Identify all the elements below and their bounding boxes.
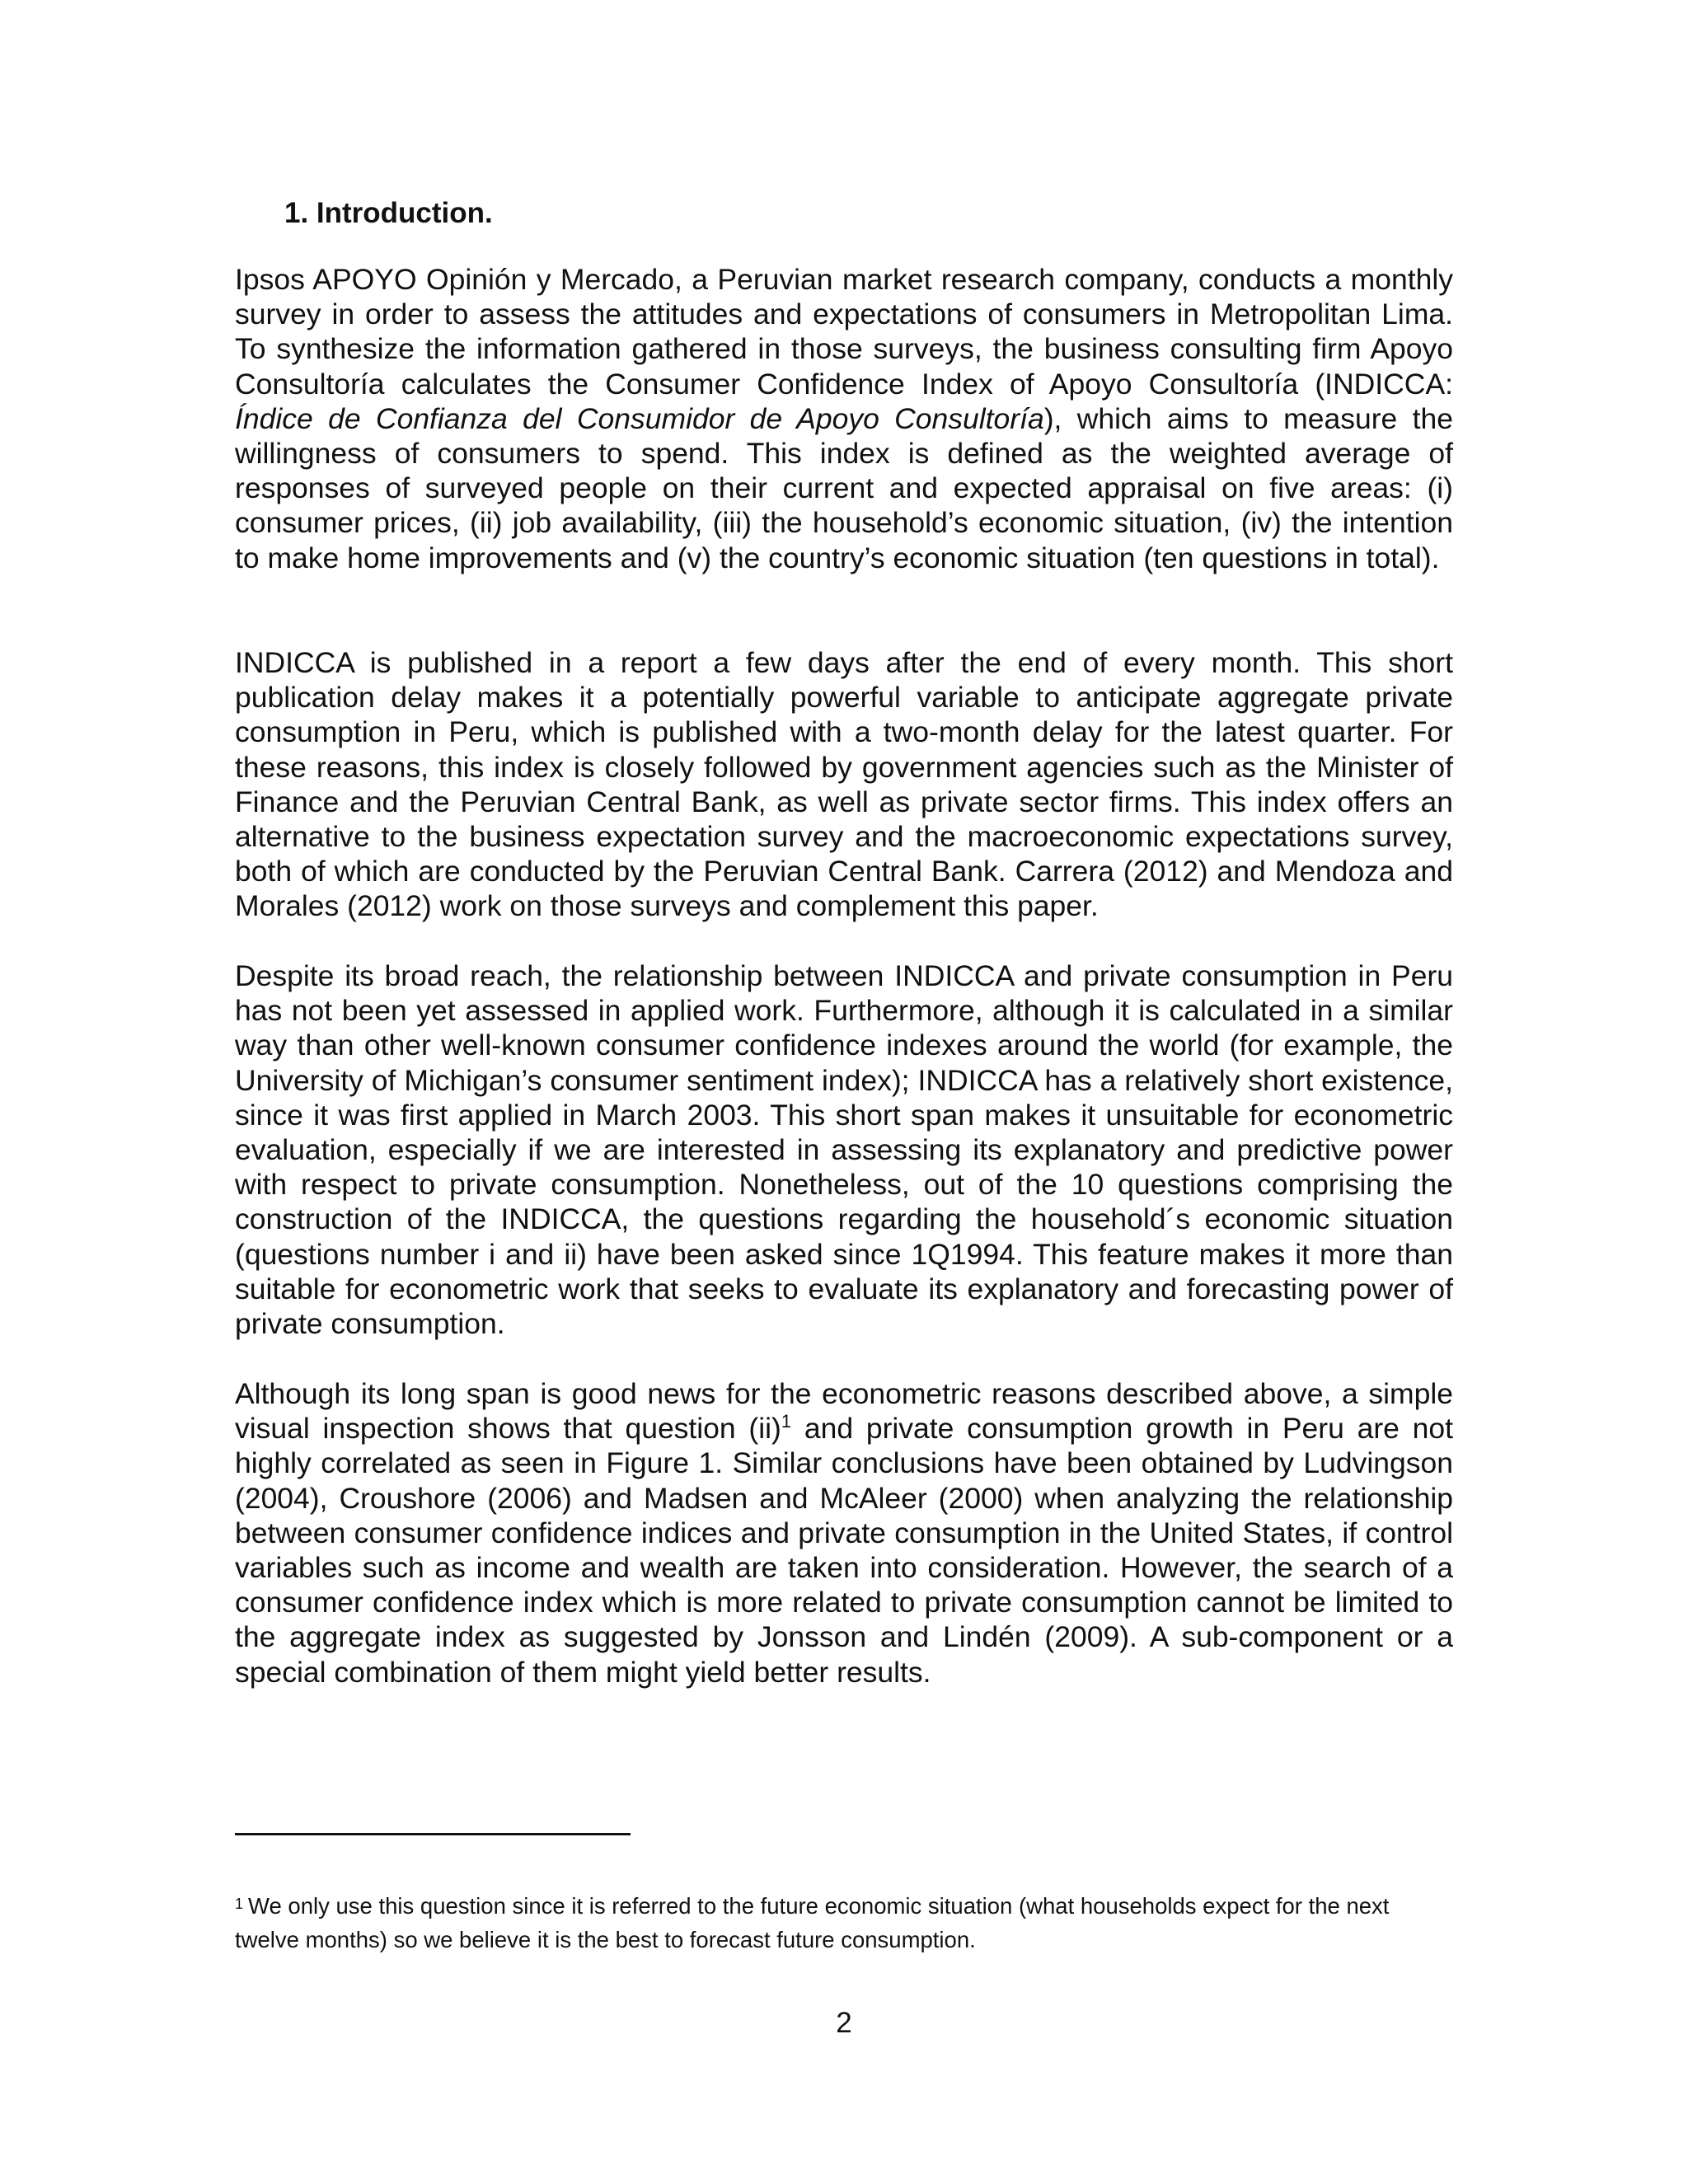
footnote-reference[interactable]: 1 [781, 1411, 792, 1432]
paragraph-introduction-3: Despite its broad reach, the relationship between INDICCA and private consumption in Peru has not been yet assessed in applied work. Furthermore, although it is calculated in a similar way than other well-known consumer confidence indexes around the world (for example, the University of Michigan’s consumer sentiment index); INDICCA has a relatively short existence, since it was first applied in March 2003. This short span makes it unsuitable for econometric evaluation, especially if we are interested in assessing its explanatory and predictive power with respect to private consumption. Nonetheless, out of the 10 questions comprising the construction of the INDICCA, the questions regarding the household´s economic situation (questions number i and ii) have been asked since 1Q1994. This feature makes it more than suitable for econometric work that seeks to evaluate its explanatory and forecasting power of private consumption. [235, 959, 1453, 1341]
paragraph-introduction-2: INDICCA is published in a report a few days after the end of every month. This short publication delay makes it a potentially powerful variable to anticipate aggregate private consumption in Peru, which is published with a two-month delay for the latest quarter. For these reasons, this index is closely followed by government agencies such as the Minister of Finance and the Peruvian Central Bank, as well as private sector firms. This index offers an alternative to the business expectation survey and the macroeconomic expectations survey, both of which are conducted by the Peruvian Central Bank. Carrera (2012) and Mendoza and Morales (2012) work on those surveys and complement this paper. [235, 646, 1453, 923]
paragraph-text: and private consumption growth in Peru are not highly correlated as seen in Figure 1. Similar conclusions have been obtained by Ludvingson (2004), Croushore (2006) and Madsen and McAleer (2000) when analyzing the relationship between consumer confidence indices and private consumption in the United States, if control variables such as income and wealth are taken into consideration. However, the search of a consumer confidence index which is more related to private consumption cannot be limited to the aggregate index as suggested by Jonsson and Lindén (2009). A sub-component or a special combination of them might yield better results. [235, 1412, 1453, 1689]
paragraph-introduction-4 [235, 1376, 1453, 1690]
page-number: 2 [836, 2007, 852, 2039]
footnote-text: We only use this question since it is referred to the future economic situation (what households expect for the next twelve months) so we believe it is the best to forecast future consumption. [235, 1893, 1390, 1952]
italic-index-name: Índice de Confianza del Consumidor de Apoyo Consultoría [235, 401, 1044, 435]
paragraph-introduction-1 [235, 262, 1453, 575]
section-heading: 1. Introduction. [284, 197, 493, 229]
paragraph-text: Although its long span is good news for the econometric reasons described above, a simple visual inspection shows that question (ii) [235, 1377, 1453, 1446]
footnote [235, 1887, 1453, 1957]
footnote-marker: 1 [235, 1896, 244, 1912]
paragraph-text: Ipsos APOYO Opinión y Mercado, a Peruvian market research company, conducts a monthly survey in order to assess the attitudes and expectations of consumers in Metropolitan Lima. To synthesize the information gathered in those surveys, the business consulting firm Apoyo Consultoría calculates the Consumer Confidence Index of Apoyo Consultoría (INDICCA: [235, 263, 1453, 401]
footnote-separator [235, 1833, 631, 1835]
paragraph-text: ), which aims to measure the willingness of consumers to spend. This index is defined as the weighted average of responses of surveyed people on their current and expected appraisal on five areas: (i) consumer prices, (ii) job availability, (iii) the household’s economic situation, (iv) the intention to make home improvements and (v) the country’s economic situation (ten questions in total). [235, 401, 1453, 574]
